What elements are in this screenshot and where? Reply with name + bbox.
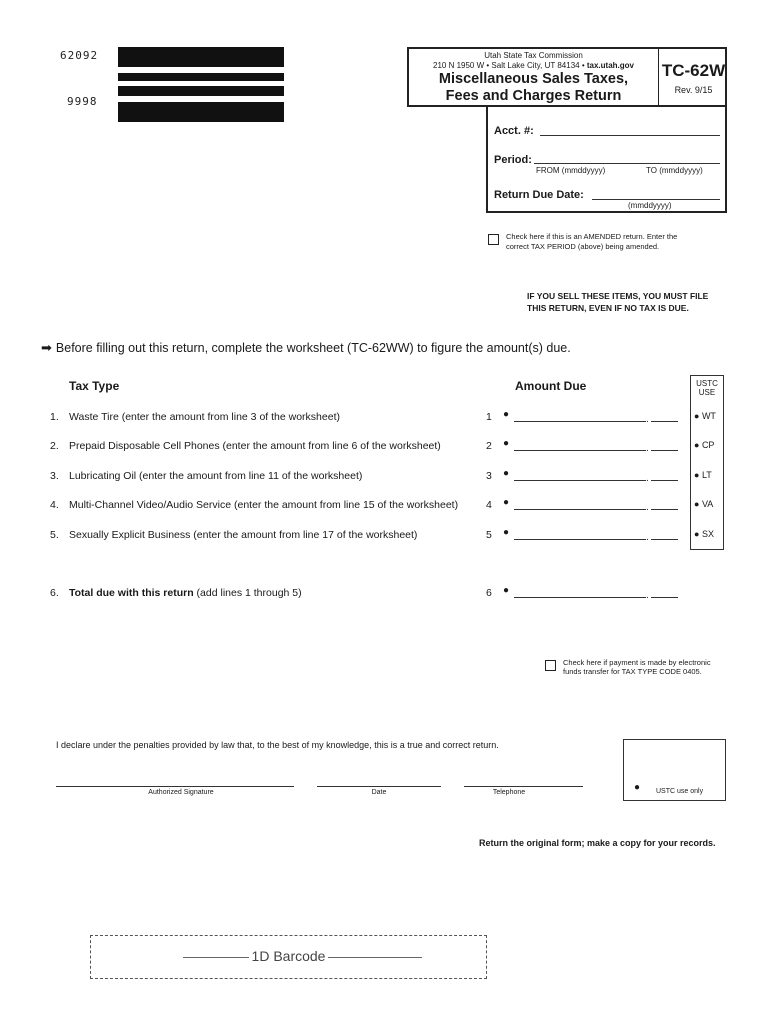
row-description: Multi-Channel Video/Audio Service (enter the amount from line 15 of the worksheet) [69,499,459,511]
ustc-code: ● WT [694,411,716,421]
amount-dollars-field[interactable] [514,450,646,451]
bullet-icon: ● [503,468,510,479]
ustc-code-text: SX [701,529,714,539]
eft-text-line1: Check here if payment is made by electronic [563,658,711,667]
total-description [69,587,302,599]
form-code-bottom: 9998 [67,95,98,108]
eft-text-line2: funds transfer for TAX TYPE CODE 0405. [563,667,702,676]
row-description: Sexually Explicit Business (enter the amount from line 17 of the worksheet) [69,529,418,541]
filing-notice-line2: THIS RETURN, EVEN IF NO TAX IS DUE. [527,303,689,313]
row-line-number: 3 [486,470,492,482]
amended-text-line1: Check here if this is an AMENDED return. Enter the [506,232,678,241]
barcode-bar-3 [118,86,284,96]
row-description: Lubricating Oil (enter the amount from line 11 of the worksheet) [69,470,363,482]
bullet-icon: ● [503,409,510,420]
period-to-label: TO (mmddyyyy) [646,166,703,175]
declaration-text: I declare under the penalties provided by law that, to the best of my knowledge, this is a true and correct return. [56,740,499,750]
ustc-code: ● LT [694,470,712,480]
form-code-top: 62092 [60,49,99,62]
address-text: 210 N 1950 W • Salt Lake City, UT 84134 • [433,61,585,70]
signature-field[interactable] [56,786,294,787]
due-date-label: Return Due Date: [494,189,584,201]
due-date-format: (mmddyyyy) [628,201,672,210]
telephone-field[interactable] [464,786,583,787]
row-number: 1. [50,411,59,423]
decimal-point: . [646,414,649,425]
worksheet-instruction [41,340,571,356]
period-field[interactable] [534,163,720,164]
ustc-code-text: WT [701,411,716,421]
row-number: 5. [50,529,59,541]
amount-due-header: Amount Due [515,379,587,393]
barcode-bar-4 [118,102,284,122]
account-box [486,107,727,213]
ustc-code-text: VA [701,499,714,509]
worksheet-instruction-text: Before filling out this return, complete the worksheet (TC-62WW) to figure the amount(s) due. [55,341,571,355]
ustc-code-text: CP [701,440,715,450]
barcode-bar-1 [118,47,284,67]
amount-dollars-field[interactable] [514,509,646,510]
bullet-icon: ● [503,438,510,449]
total-description-bold: Total due with this return [69,587,194,599]
tax-row-5 [0,529,770,545]
form-title-line2: Fees and Charges Return [445,88,622,104]
row-line-number: 1 [486,411,492,423]
row-description: Waste Tire (enter the amount from line 3 of the worksheet) [69,411,340,423]
row-line-number: 5 [486,529,492,541]
barcode-bar-2 [118,73,284,81]
decimal-point: . [646,443,649,454]
total-cents-field[interactable] [651,597,678,598]
amount-dollars-field[interactable] [514,539,646,540]
acct-label: Acct. #: [494,125,534,137]
agency-name: Utah State Tax Commission [484,51,583,60]
form-revision: Rev. 9/15 [674,85,713,95]
row-line-number: 4 [486,499,492,511]
form-header [407,47,727,107]
eft-text [563,658,711,676]
agency-address [409,61,658,70]
form-number: TC-62W [661,61,726,80]
period-label: Period: [494,154,532,166]
barcode-placeholder [90,935,487,979]
barcode-label-wrap [91,948,486,964]
ustc-code: ● CP [694,440,715,450]
amount-cents-field[interactable] [651,480,678,481]
amount-dollars-field[interactable] [514,480,646,481]
ustc-code-text: LT [701,470,712,480]
decimal-point: . [646,532,649,543]
ustc-use-only-label: USTC use only [656,788,704,795]
bullet-icon: ● [503,527,510,538]
tax-row-4 [0,499,770,515]
row-number: 6. [50,587,59,599]
barcode-label: 1D Barcode [249,948,329,964]
filing-notice [527,290,708,314]
form-header-title-block [409,49,659,105]
row-description: Prepaid Disposable Cell Phones (enter the amount from line 6 of the worksheet) [69,440,441,452]
row-number: 3. [50,470,59,482]
arrow-right-icon: ➡ [41,340,52,355]
row-number: 2. [50,440,59,452]
amount-cents-field[interactable] [651,509,678,510]
filing-notice-line1: IF YOU SELL THESE ITEMS, YOU MUST FILE [527,291,709,301]
ustc-use-header [690,375,724,403]
bullet-icon: ● [503,585,510,596]
tax-type-header: Tax Type [69,379,120,393]
period-from-label: FROM (mmddyyyy) [536,166,606,175]
row-line-number: 6 [486,587,492,599]
amount-dollars-field[interactable] [514,421,646,422]
decimal-point: . [646,590,649,601]
decimal-point: . [646,473,649,484]
tax-row-2 [0,440,770,456]
agency-website: tax.utah.gov [586,61,634,70]
decimal-point: . [646,502,649,513]
amount-cents-field[interactable] [651,450,678,451]
ustc-code: ● VA [694,499,714,509]
amended-checkbox[interactable] [488,234,499,245]
eft-checkbox[interactable] [545,660,556,671]
amended-text [506,232,677,252]
ustc-code: ● SX [694,529,714,539]
amended-text-line2: correct TAX PERIOD (above) being amended. [506,242,660,251]
tax-row-3 [0,470,770,486]
acct-field[interactable] [540,135,720,136]
total-description-rest: (add lines 1 through 5) [193,587,302,599]
date-label: Date [371,789,387,796]
ustc-header-line1: USTC [696,379,718,388]
telephone-label: Telephone [492,789,526,796]
date-field[interactable] [317,786,441,787]
bullet-icon: ● [634,782,641,793]
due-date-field[interactable] [592,199,720,200]
bullet-icon: ● [503,497,510,508]
signature-label: Authorized Signature [148,789,214,796]
tax-row-1 [0,411,770,427]
total-row [0,587,770,603]
amount-cents-field[interactable] [651,421,678,422]
total-dollars-field[interactable] [514,597,646,598]
row-number: 4. [50,499,59,511]
amount-cents-field[interactable] [651,539,678,540]
row-line-number: 2 [486,440,492,452]
ustc-header-line2: USE [698,388,716,397]
form-title-line1: Miscellaneous Sales Taxes, [438,71,629,87]
return-original-note: Return the original form; make a copy for your records. [479,838,716,848]
